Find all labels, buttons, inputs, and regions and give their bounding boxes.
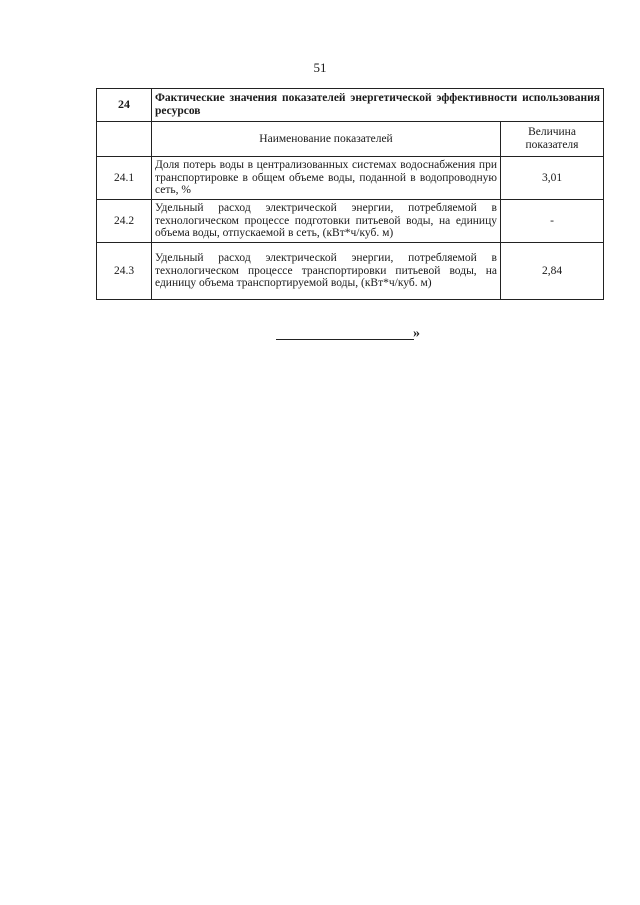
table-row <box>97 157 604 200</box>
row-number: 24.2 <box>97 200 152 243</box>
closing-underline <box>276 339 414 340</box>
closing-quote-mark: » <box>413 326 420 341</box>
column-header-name: Наименование показателей <box>152 122 501 157</box>
section-header-row <box>97 89 604 122</box>
row-number: 24.3 <box>97 243 152 300</box>
section-number: 24 <box>97 89 152 122</box>
row-description: Удельный расход электрической энергии, потребляемой в технологическом процессе подготовки питьевой воды, на единицу объема воды, отпускаемой в сеть, (кВт*ч/куб. м) <box>152 200 501 243</box>
column-header-value: Величина показателя <box>501 122 604 157</box>
column-header-row <box>97 122 604 157</box>
row-value: 2,84 <box>501 243 604 300</box>
row-value: - <box>501 200 604 243</box>
row-description: Удельный расход электрической энергии, потребляемой в технологическом процессе транспортировки питьевой воды, на единицу объема транспортируемой воды, (кВт*ч/куб. м) <box>152 243 501 300</box>
row-number: 24.1 <box>97 157 152 200</box>
indicators-table <box>96 88 604 300</box>
table-row <box>97 243 604 300</box>
row-description: Доля потерь воды в централизованных системах водоснабжения при транспортировке в общем объеме воды, поданной в водопроводную сеть, % <box>152 157 501 200</box>
table-row <box>97 200 604 243</box>
row-value: 3,01 <box>501 157 604 200</box>
section-title: Фактические значения показателей энергетической эффективности использования ресурсов <box>152 89 604 122</box>
empty-header-cell <box>97 122 152 157</box>
page-number: 51 <box>313 60 327 75</box>
